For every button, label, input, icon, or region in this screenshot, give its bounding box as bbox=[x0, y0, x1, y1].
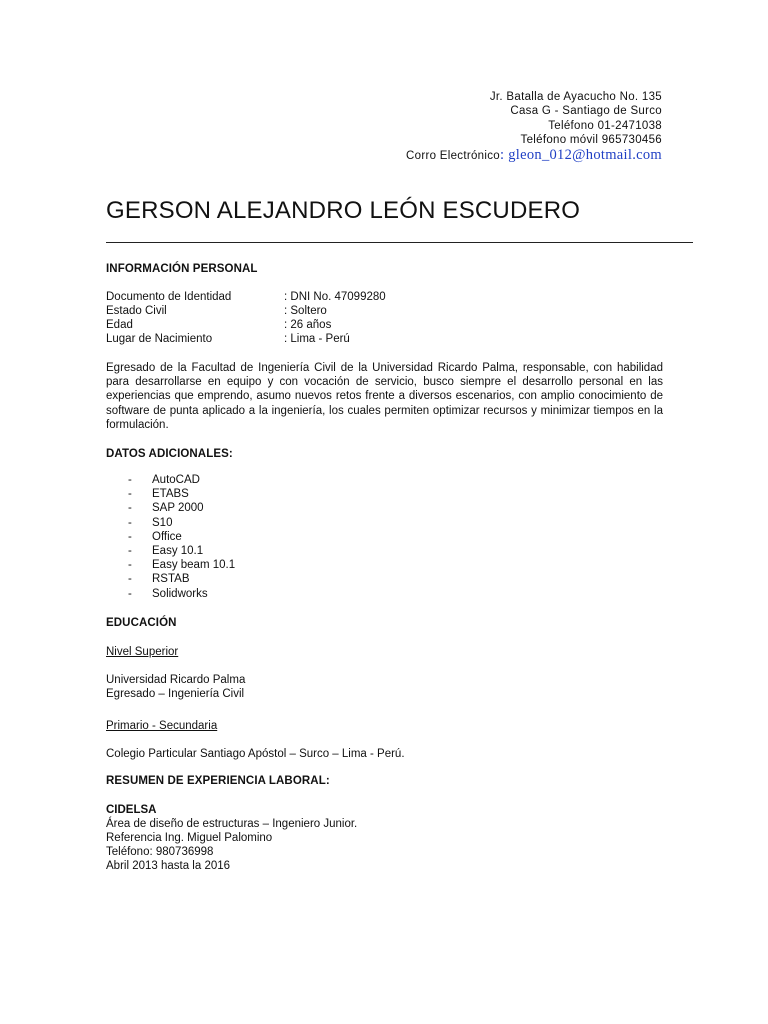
personal-info-row bbox=[106, 318, 386, 332]
experience-heading: RESUMEN DE EXPERIENCIA LABORAL: bbox=[106, 775, 330, 787]
higher-education-label: Nivel Superior bbox=[106, 646, 179, 658]
higher-education-school: Universidad Ricardo Palma bbox=[106, 674, 246, 686]
list-item bbox=[128, 545, 235, 559]
higher-education-degree: Egresado – Ingeniería Civil bbox=[106, 688, 245, 700]
row-label: Lugar de Nacimiento bbox=[106, 333, 213, 345]
phone-line: Teléfono 01-2471038 bbox=[548, 119, 662, 132]
job-role: Área de diseño de estructuras – Ingeniero Junior. bbox=[106, 818, 358, 830]
contact-block bbox=[406, 90, 662, 163]
row-value: : DNI No. 47099280 bbox=[284, 291, 386, 303]
skill-name: SAP 2000 bbox=[152, 502, 204, 515]
skill-name: AutoCAD bbox=[152, 474, 200, 486]
list-dash: - bbox=[128, 474, 132, 486]
basic-education-school: Colegio Particular Santiago Apóstol – Surco – Lima - Perú. bbox=[106, 748, 405, 760]
personal-info-table bbox=[106, 290, 386, 346]
skill-name: S10 bbox=[152, 516, 173, 529]
row-label: Documento de Identidad bbox=[106, 291, 232, 303]
list-item bbox=[128, 474, 235, 488]
skill-name: ETABS bbox=[152, 488, 189, 501]
row-value: : 26 años bbox=[284, 319, 332, 331]
candidate-name: GERSON ALEJANDRO LEÓN ESCUDERO bbox=[106, 197, 581, 224]
skill-name: Easy 10.1 bbox=[152, 544, 204, 557]
personal-info-row bbox=[106, 332, 386, 346]
mobile-line: Teléfono móvil 965730456 bbox=[520, 134, 662, 147]
email-line bbox=[406, 148, 662, 163]
list-item bbox=[128, 588, 235, 602]
education-heading: EDUCACIÓN bbox=[106, 617, 177, 629]
job-phone: Teléfono: 980736998 bbox=[106, 846, 214, 858]
basic-education-label: Primario - Secundaria bbox=[106, 720, 218, 732]
list-item bbox=[128, 559, 235, 573]
list-dash: - bbox=[128, 530, 132, 543]
profile-summary: Egresado de la Facultad de Ingeniería Civil de la Universidad Ricardo Palma, responsable, con habilidad para desarrollarse en equipo y con vocación de servicio, busco siempre el desarrollo personal en las experiencias que emprendo, asumo nuevos retos frente a diversos escenarios, con amplio conocimiento de software de punta aplicado a la ingeniería, los cuales permiten optimizar recursos y minimizar tiempos en la formulación. bbox=[106, 362, 663, 431]
list-dash: - bbox=[128, 559, 132, 572]
list-item bbox=[128, 573, 235, 587]
skill-name: RSTAB bbox=[152, 573, 190, 586]
personal-info-row bbox=[106, 304, 386, 318]
company-name: CIDELSA bbox=[106, 804, 157, 816]
address-line-2: Casa G - Santiago de Surco bbox=[510, 105, 662, 118]
list-dash: - bbox=[128, 488, 132, 501]
row-value: : Lima - Perú bbox=[284, 333, 350, 345]
list-dash: - bbox=[128, 516, 132, 529]
job-period: Abril 2013 hasta la 2016 bbox=[106, 860, 231, 872]
list-dash: - bbox=[128, 544, 132, 557]
header-divider bbox=[106, 242, 693, 243]
list-item bbox=[128, 488, 235, 502]
email-link[interactable]: : gleon_012@hotmail.com bbox=[499, 146, 662, 163]
email-label: Corro Electrónico bbox=[406, 149, 500, 162]
list-dash: - bbox=[128, 502, 132, 515]
row-label: Estado Civil bbox=[106, 305, 167, 317]
address-line-1: Jr. Batalla de Ayacucho No. 135 bbox=[489, 91, 662, 103]
skill-name: Solidworks bbox=[152, 587, 208, 600]
list-dash: - bbox=[128, 573, 132, 586]
list-item bbox=[128, 531, 235, 545]
list-dash: - bbox=[128, 587, 132, 600]
job-reference: Referencia Ing. Miguel Palomino bbox=[106, 832, 273, 844]
list-item bbox=[128, 517, 235, 531]
skill-name: Office bbox=[152, 530, 182, 543]
list-item bbox=[128, 502, 235, 516]
additional-data-heading: DATOS ADICIONALES: bbox=[106, 448, 233, 460]
skills-list bbox=[128, 474, 235, 602]
row-label: Edad bbox=[106, 319, 133, 331]
row-value: : Soltero bbox=[284, 305, 327, 317]
personal-info-heading: INFORMACIÓN PERSONAL bbox=[106, 263, 258, 275]
skill-name: Easy beam 10.1 bbox=[152, 559, 236, 572]
personal-info-row bbox=[106, 290, 386, 304]
